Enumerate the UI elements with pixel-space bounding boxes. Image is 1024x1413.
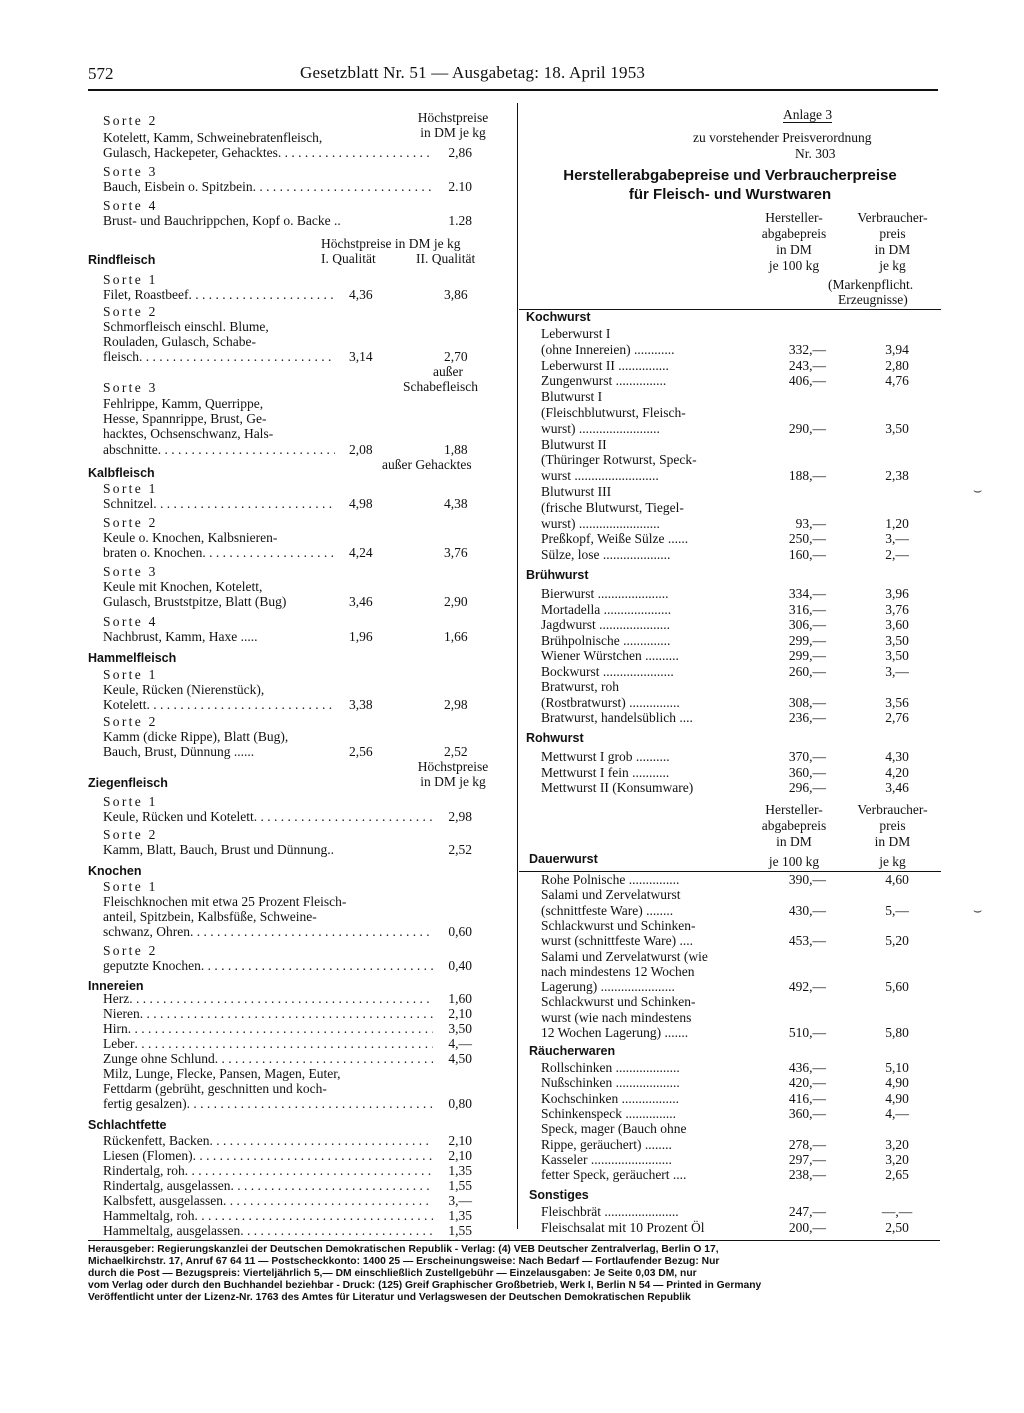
note: außer (433, 364, 463, 379)
col-head-verbraucher: Verbraucher- (857, 210, 928, 225)
price-row (103, 1051, 433, 1066)
price-row (103, 1021, 433, 1036)
table-title: Herstellerabgabepreise und Verbraucherpreise (563, 167, 897, 184)
price: 3,50 (448, 1021, 472, 1036)
price-q1: 4,98 (349, 496, 373, 511)
hersteller-price: 453,— (788, 933, 826, 949)
hersteller-price: 370,— (788, 749, 826, 764)
verbraucher-price: 5,— (885, 902, 909, 918)
col-head-hersteller: je 100 kg (768, 258, 820, 273)
anlage-label: Anlage 3 (783, 107, 833, 122)
item-text: Rindertalg, ausgelassen (103, 1178, 231, 1193)
hersteller-price: 420,— (788, 1075, 826, 1091)
col-head-verbraucher: je kg (879, 258, 906, 273)
verbraucher-price: 3,20 (885, 1151, 909, 1167)
item-text: nach mindestens 12 Wochen (541, 963, 695, 979)
hersteller-price: 297,— (788, 1151, 826, 1167)
price-q2: 3,86 (444, 287, 468, 302)
item-text: Filet, Roastbeef (103, 287, 189, 302)
sorte-label: Sorte 3 (103, 380, 158, 395)
price-row (103, 809, 433, 824)
section-heading: Schlachtfette (88, 1118, 167, 1132)
verbraucher-price: 2,76 (885, 710, 909, 725)
section-heading: Kalbfleisch (88, 466, 155, 480)
hersteller-price: 260,— (788, 663, 826, 679)
section-heading: Innereien (88, 979, 144, 993)
hersteller-price: 308,— (788, 694, 826, 710)
price: 0,60 (448, 924, 472, 939)
price-row (103, 958, 433, 973)
verbraucher-price: 4,60 (885, 872, 909, 887)
price-q1: 4,24 (349, 545, 373, 560)
verbraucher-price: 3,50 (885, 632, 909, 648)
item-text: Bierwurst ..................... (541, 586, 669, 601)
item-text: Zungenwurst ............... (541, 373, 667, 389)
verbraucher-price: 2,38 (885, 468, 909, 484)
item-text: Liesen (Flomen) (103, 1148, 193, 1163)
item-text: wurst) ........................ (541, 420, 660, 436)
item-text: braten o. Knochen (103, 545, 203, 560)
item-text: Mortadella .................... (541, 601, 672, 617)
item-text: abschnitte (103, 442, 158, 457)
column-divider (517, 103, 518, 1229)
hersteller-price: 160,— (788, 547, 826, 563)
sorte-label: Sorte 1 (103, 794, 158, 809)
verbraucher-price: 5,10 (885, 1060, 909, 1075)
verbraucher-price: —,— (881, 1204, 913, 1219)
price-q1: 2,08 (349, 442, 373, 457)
item-text: Leberwurst I (541, 326, 611, 341)
item-text: Keule mit Knochen, Kotelett, (103, 579, 263, 594)
price: 2,52 (448, 842, 472, 857)
verbraucher-price: 3,50 (885, 420, 909, 436)
col-head-hersteller: Hersteller- (765, 210, 823, 225)
sorte-label: Sorte 2 (103, 113, 158, 128)
price: 1.28 (448, 213, 472, 228)
col-head-verbraucher: preis (879, 226, 906, 241)
item-text: Brust- und Bauchrippchen, Kopf o. Backe .. (103, 213, 341, 228)
hersteller-price: 299,— (788, 632, 826, 648)
item-text: fleisch (103, 349, 139, 364)
column-head: in DM je kg (420, 774, 486, 789)
item-text: Kochschinken ................. (541, 1090, 679, 1106)
item-text: 12 Wochen Lagerung) ....... (541, 1025, 689, 1040)
item-text: Kasseler ........................ (541, 1151, 672, 1167)
col-head-verbraucher: preis (879, 818, 906, 833)
item-text: Kamm (dicke Rippe), Blatt (Bug), (103, 729, 289, 744)
hersteller-price: 299,— (788, 648, 826, 663)
item-text: Kotelett (103, 697, 147, 712)
hersteller-price: 200,— (788, 1219, 826, 1235)
item-text: Rindertalg, roh (103, 1163, 185, 1178)
item-text: (Thüringer Rotwurst, Speck- (541, 452, 697, 468)
item-text: schwanz, Ohren (103, 924, 190, 939)
hersteller-price: 390,— (788, 872, 826, 887)
price-q1: 1,96 (349, 629, 373, 644)
price: 2,10 (448, 1006, 472, 1021)
section-heading: Rindfleisch (88, 253, 156, 267)
item-text: Bockwurst ..................... (541, 663, 674, 679)
section-heading: Hammelfleisch (88, 651, 177, 665)
hersteller-price: 492,— (788, 979, 826, 995)
item-text: Gulasch, Bruststpitze, Blatt (Bug) (103, 594, 287, 609)
item-text: Bauch, Brust, Dünnung ...... (103, 744, 255, 759)
verbraucher-price: 2,65 (885, 1167, 909, 1183)
note: außer Gehacktes (382, 457, 472, 472)
item-text: Wiener Würstchen .......... (541, 648, 679, 663)
price-q1: 3,38 (349, 697, 373, 712)
price-row (103, 1178, 433, 1193)
item-text: geputzte Knochen (103, 958, 201, 973)
sorte-label: Sorte 1 (103, 667, 158, 682)
sorte-label: Sorte 2 (103, 714, 158, 729)
price: 4,50 (448, 1051, 472, 1066)
imprint-line: Herausgeber: Regierungskanzlei der Deutschen Demokratischen Republik - Verlag: (4) VEB Deutscher Zentralverlag, Berlin O 17, (88, 1244, 719, 1255)
imprint-line: Veröffentlicht unter der Lizenz-Nr. 1763 des Amtes für Literatur und Verlagswesen der Deutschen Demokratischen Republik (88, 1292, 691, 1303)
imprint-line: vom Verlag oder durch den Buchhandel beziehbar - Druck: (125) Greif Graphischer Großbetrieb, Werk I, Berlin N 54 — Printed in Germany (88, 1280, 762, 1291)
price: 4,— (448, 1036, 472, 1051)
hersteller-price: 236,— (788, 710, 826, 725)
imprint-line: durch die Post — Bezugspreis: Vierteljährlich 5,— DM einschließlich Zustellgebühr — Einzelausgaben: Je Seite 0,03 DM, nur (88, 1268, 697, 1279)
price-row (103, 1223, 433, 1238)
item-text: Blutwurst II (541, 436, 607, 452)
sorte-label: Sorte 3 (103, 164, 158, 179)
item-text: Schnitzel (103, 496, 154, 511)
verbraucher-price: 3,60 (885, 617, 909, 632)
hoechstpreise-head-1: Höchstpreise (417, 110, 489, 125)
item-text: anteil, Spitzbein, Kalbsfüße, Schweine- (103, 909, 317, 924)
item-text: Bratwurst, handelsüblich .... (541, 710, 693, 725)
item-text: Jagdwurst ..................... (541, 617, 670, 632)
page-title: Gesetzblatt Nr. 51 — Ausgabetag: 18. April 1953 (300, 63, 646, 82)
item-text: Hammeltalg, roh (103, 1208, 195, 1223)
price-q2: 2,70 (444, 349, 468, 364)
price-q2: 2,98 (444, 697, 468, 712)
item-text: Bratwurst, roh (541, 679, 619, 694)
note: Schabefleisch (403, 379, 478, 394)
price-row (103, 1133, 433, 1148)
price-row (103, 1148, 433, 1163)
item-text: Mettwurst I grob .......... (541, 749, 670, 764)
price: 2,86 (448, 145, 472, 160)
section-heading: Rohwurst (526, 731, 584, 745)
col-head-verbraucher: je kg (879, 854, 906, 869)
item-text: (Rostbratwurst) ............... (541, 694, 680, 710)
col-head-hersteller: in DM (776, 242, 812, 257)
item-text: Fehlrippe, Kamm, Querrippe, (103, 396, 264, 411)
price-row (103, 442, 335, 457)
sorte-label: Sorte 1 (103, 272, 158, 287)
hersteller-price: 296,— (788, 780, 826, 795)
verbraucher-price: 4,— (885, 1105, 909, 1121)
hersteller-price: 360,— (788, 764, 826, 780)
item-text: Fleischknochen mit etwa 25 Prozent Fleisch- (103, 894, 347, 909)
price-row (103, 1193, 433, 1208)
hersteller-price: 238,— (788, 1167, 826, 1183)
price-row (103, 287, 335, 302)
price: 2.10 (448, 179, 472, 194)
item-text: Salami und Zervelatwurst (wie (541, 948, 708, 964)
sorte-label: Sorte 2 (103, 943, 158, 958)
price: 2,10 (448, 1148, 472, 1163)
item-text: Hammeltalg, ausgelassen (103, 1223, 241, 1238)
col-head-hersteller: je 100 kg (768, 854, 820, 869)
item-text: hacktes, Ochsenschwanz, Hals- (103, 426, 274, 441)
column-head: II. Qualität (416, 251, 476, 266)
item-text: Mettwurst I fein ........... (541, 764, 670, 780)
price: 2,10 (448, 1133, 472, 1148)
verbraucher-price: 3,94 (885, 341, 909, 357)
item-text: Milz, Lunge, Flecke, Pansen, Magen, Euter, (103, 1066, 341, 1081)
item-text: Mettwurst II (Konsumware) (541, 780, 694, 795)
markenpflicht-note: Erzeugnisse) (838, 292, 908, 307)
verbraucher-price: 3,20 (885, 1136, 909, 1152)
verbraucher-price: 3,76 (885, 601, 909, 617)
section-heading: Brühwurst (526, 568, 589, 582)
sorte-label: Sorte 1 (103, 481, 158, 496)
verbraucher-price: 4,76 (885, 373, 909, 389)
price: 2,98 (448, 809, 472, 824)
item-text: Fleischsalat mit 10 Prozent Öl (541, 1219, 705, 1235)
item-text: Schlackwurst und Schinken- (541, 994, 696, 1010)
item-text: Speck, mager (Bauch ohne (541, 1121, 687, 1137)
price-q1: 3,14 (349, 349, 373, 364)
hersteller-price: 290,— (788, 420, 826, 436)
verbraucher-price: 2,50 (885, 1219, 909, 1235)
hersteller-price: 306,— (788, 617, 826, 632)
sorte-label: Sorte 2 (103, 515, 158, 530)
col-head-verbraucher: in DM (874, 834, 911, 849)
item-text: Rippe, geräuchert) ........ (541, 1136, 672, 1152)
verbraucher-price: 4,30 (885, 749, 909, 764)
item-text: Rohe Polnische ............... (541, 872, 680, 887)
price: 0,40 (448, 958, 472, 973)
verbraucher-price: 1,20 (885, 515, 909, 531)
column-head: Höchstpreise in DM je kg (321, 236, 461, 251)
col-head-verbraucher: Verbraucher- (857, 802, 928, 817)
item-text: Schmorfleisch einschl. Blume, (103, 319, 269, 334)
item-text: Sülze, lose .................... (541, 547, 671, 563)
verbraucher-price: 3,50 (885, 648, 909, 663)
price: 1,35 (448, 1163, 472, 1178)
table-title: für Fleisch- und Wurstwaren (628, 186, 832, 203)
anlage-subtitle: zu vorstehender Preisverordnung (693, 130, 872, 145)
price-row (103, 1208, 433, 1223)
price-q1: 3,46 (349, 594, 373, 609)
column-head: Höchstpreise (417, 759, 489, 774)
item-text: Brühpolnische .............. (541, 632, 671, 648)
price-row (103, 349, 335, 364)
markenpflicht-note: (Markenpflicht. (828, 277, 914, 292)
price-row (103, 145, 433, 160)
hersteller-price: 316,— (788, 601, 826, 617)
section-heading: Räucherwaren (529, 1044, 616, 1058)
item-text: Gulasch, Hackepeter, Gehacktes (103, 145, 278, 160)
imprint-line: Michaelkirchstr. 17, Anruf 67 64 11 — Postscheckkonto: 1400 25 — Erscheinungsweise: Nach Bedarf — Fortlaufender Bezug: Nur (88, 1256, 720, 1267)
verbraucher-price: 3,96 (885, 586, 909, 601)
section-heading: Ziegenfleisch (88, 776, 168, 790)
price-q2: 2,52 (444, 744, 468, 759)
price-q2: 1,88 (444, 442, 468, 457)
item-text: fetter Speck, geräuchert .... (541, 1167, 687, 1183)
price-q1: 4,36 (349, 287, 373, 302)
price-row (103, 991, 433, 1006)
item-text: Keule, Rücken (Nierenstück), (103, 682, 265, 697)
item-text: Hirn (103, 1021, 128, 1036)
price: 3,— (448, 1193, 472, 1208)
item-text: Keule o. Knochen, Kalbsnieren- (103, 530, 278, 545)
margin-mark-icon: ⌣ (973, 484, 983, 499)
sorte-label: Sorte 2 (103, 304, 158, 319)
item-text: Schlackwurst und Schinken- (541, 917, 696, 933)
price-row (103, 1036, 433, 1051)
item-text: Leberwurst II ............... (541, 357, 669, 373)
item-text: Keule, Rücken und Kotelett (103, 809, 254, 824)
hersteller-price: 436,— (788, 1060, 826, 1075)
verbraucher-price: 2,80 (885, 357, 909, 373)
hersteller-price: 406,— (788, 373, 826, 389)
sorte-label: Sorte 2 (103, 827, 158, 842)
price-row (103, 924, 433, 939)
item-text: fertig gesalzen) (103, 1096, 187, 1111)
item-text: Blutwurst III (541, 484, 612, 499)
price-q1: 2,56 (349, 744, 373, 759)
item-text: Salami und Zervelatwurst (541, 887, 681, 903)
verbraucher-price: 3,46 (885, 780, 909, 795)
hersteller-price: 250,— (788, 531, 826, 547)
verbraucher-price: 2,— (885, 547, 909, 563)
price: 1,55 (448, 1178, 472, 1193)
item-text: wurst (schnittfeste Ware) .... (541, 933, 693, 949)
section-heading: Kochwurst (526, 310, 591, 324)
item-text: Schinkenspeck ............... (541, 1105, 676, 1121)
price-row (103, 1163, 433, 1178)
item-text: Kalbsfett, ausgelassen (103, 1193, 223, 1208)
hersteller-price: 188,— (788, 468, 826, 484)
hersteller-price: 334,— (788, 586, 826, 601)
item-text: wurst) ........................ (541, 515, 660, 531)
price-row (103, 1096, 433, 1111)
anlage-subtitle: Nr. 303 (795, 146, 836, 161)
item-text: wurst ......................... (541, 468, 659, 484)
col-head-verbraucher: in DM (874, 242, 911, 257)
item-text: Hesse, Spannrippe, Brust, Ge- (103, 411, 267, 426)
verbraucher-price: 4,90 (885, 1075, 909, 1091)
price-row (103, 1006, 433, 1021)
item-text: Kotelett, Kamm, Schweinebratenfleisch, (103, 130, 323, 145)
price-q2: 1,66 (444, 629, 468, 644)
item-text: Herz (103, 991, 130, 1006)
verbraucher-price: 4,90 (885, 1090, 909, 1106)
item-text: Rückenfett, Backen (103, 1133, 210, 1148)
price-row (103, 697, 335, 712)
item-text: (schnittfeste Ware) ........ (541, 902, 674, 918)
verbraucher-price: 5,20 (885, 933, 909, 949)
price-row (103, 545, 335, 560)
price-row (103, 179, 433, 194)
item-text: Zunge ohne Schlund (103, 1051, 215, 1066)
item-text: Rollschinken ................... (541, 1060, 680, 1075)
col-head-hersteller: abgabepreis (761, 818, 827, 833)
item-text: Rouladen, Gulasch, Schabe- (103, 334, 256, 349)
sorte-label: Sorte 4 (103, 614, 158, 629)
col-head-hersteller: abgabepreis (761, 226, 827, 241)
hersteller-price: 278,— (788, 1136, 826, 1152)
verbraucher-price: 4,20 (885, 764, 909, 780)
hersteller-price: 332,— (788, 341, 826, 357)
item-text: Nieren (103, 1006, 140, 1021)
item-text: (Fleischblutwurst, Fleisch- (541, 405, 686, 420)
sorte-label: Sorte 3 (103, 564, 158, 579)
section-heading: Knochen (88, 864, 142, 878)
item-text: Lagerung) ...................... (541, 979, 675, 995)
item-text: Fleischbrät ...................... (541, 1204, 679, 1219)
verbraucher-price: 3,— (885, 663, 909, 679)
section-heading: Sonstiges (529, 1188, 589, 1202)
item-text: Blutwurst I (541, 389, 603, 405)
item-text: Fettdarm (gebrüht, geschnitten und koch- (103, 1081, 327, 1096)
page-number: 572 (88, 64, 114, 83)
price: 0,80 (448, 1096, 472, 1111)
price-q2: 4,38 (444, 496, 468, 511)
price: 1,35 (448, 1208, 472, 1223)
item-text: Preßkopf, Weiße Sülze ...... (541, 531, 689, 547)
header-rule (88, 89, 938, 91)
col-head-hersteller: Hersteller- (765, 802, 823, 817)
price: 1,60 (448, 991, 472, 1006)
item-text: (ohne Innereien) ............ (541, 341, 675, 357)
hersteller-price: 93,— (795, 515, 826, 531)
price-row (103, 496, 335, 511)
hoechstpreise-head-2: in DM je kg (420, 125, 486, 140)
footer-rule (88, 1240, 940, 1241)
margin-mark-icon: ⌣ (973, 904, 983, 919)
item-text: Kamm, Blatt, Bauch, Brust und Dünnung.. (103, 842, 334, 857)
item-text: Nußschinken ................... (541, 1075, 680, 1091)
verbraucher-price: 5,80 (885, 1025, 909, 1040)
section-heading: Dauerwurst (529, 852, 598, 866)
sorte-label: Sorte 4 (103, 198, 158, 213)
verbraucher-price: 3,— (885, 531, 909, 547)
item-text: Bauch, Eisbein o. Spitzbein (103, 179, 253, 194)
hersteller-price: 510,— (788, 1025, 826, 1040)
hersteller-price: 247,— (788, 1204, 826, 1219)
price: 1,55 (448, 1223, 472, 1238)
hersteller-price: 430,— (788, 902, 826, 918)
sorte-label: Sorte 1 (103, 879, 158, 894)
verbraucher-price: 3,56 (885, 694, 909, 710)
hersteller-price: 243,— (788, 357, 826, 373)
price-q2: 3,76 (444, 545, 468, 560)
hersteller-price: 360,— (788, 1105, 826, 1121)
verbraucher-price: 5,60 (885, 979, 909, 995)
item-text: Nachbrust, Kamm, Haxe ..... (103, 629, 258, 644)
price-q2: 2,90 (444, 594, 468, 609)
item-text: wurst (wie nach mindestens (541, 1009, 692, 1025)
item-text: (frische Blutwurst, Tiegel- (541, 499, 684, 515)
imprint (88, 1244, 944, 1304)
col-head-hersteller: in DM (776, 834, 812, 849)
column-head: I. Qualität (321, 251, 376, 266)
hersteller-price: 416,— (788, 1090, 826, 1106)
item-text: Leber (103, 1036, 135, 1051)
